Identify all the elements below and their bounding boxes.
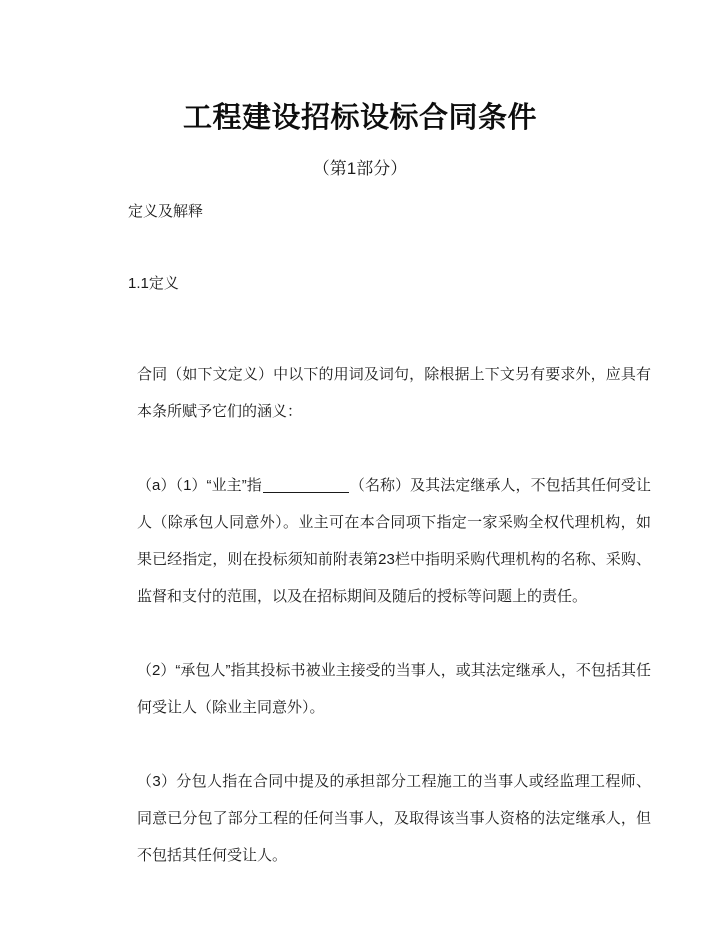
owner-name-blank[interactable] <box>263 492 349 493</box>
paragraph-item-a-rest: （名称）及其法定继承人，不包括其任何受让人（除承包人同意外）。业主可在本合同项下指定一家采购全权代理机构，如果已经指定，则在投标须知前附表第23栏中指明采购代理机构的名称、采购、监督和支付的范围，以及在招标期间及随后的授标等问题上的责任。 <box>137 477 651 605</box>
paragraph-item-a <box>105 467 651 615</box>
paragraph-intro: 合同（如下文定义）中以下的用词及词句，除根据上下文另有要求外，应具有本条所赋予它们的涵义： <box>137 366 651 420</box>
paragraph-item-2: （2）“承包人”指其投标书被业主接受的当事人，或其法定继承人，不包括其任何受让人（除业主同意外）。 <box>137 662 651 716</box>
paragraph-item-a-lead: （a）（1）“业主”指 <box>137 477 262 494</box>
paragraph-item-3: （3）分包人指在合同中提及的承担部分工程施工的当事人或经监理工程师、同意已分包了部分工程的任何当事人，及取得该当事人资格的法定继承人，但不包括其任何受让人。 <box>137 773 651 864</box>
page-title: 工程建设招标设标合同条件 <box>182 102 537 135</box>
section-heading-clause-1-1: 1.1定义 <box>128 275 179 292</box>
section-heading-definitions-and-interpretation: 定义及解释 <box>128 203 204 220</box>
document-subtitle: （第1部分） <box>312 159 408 178</box>
